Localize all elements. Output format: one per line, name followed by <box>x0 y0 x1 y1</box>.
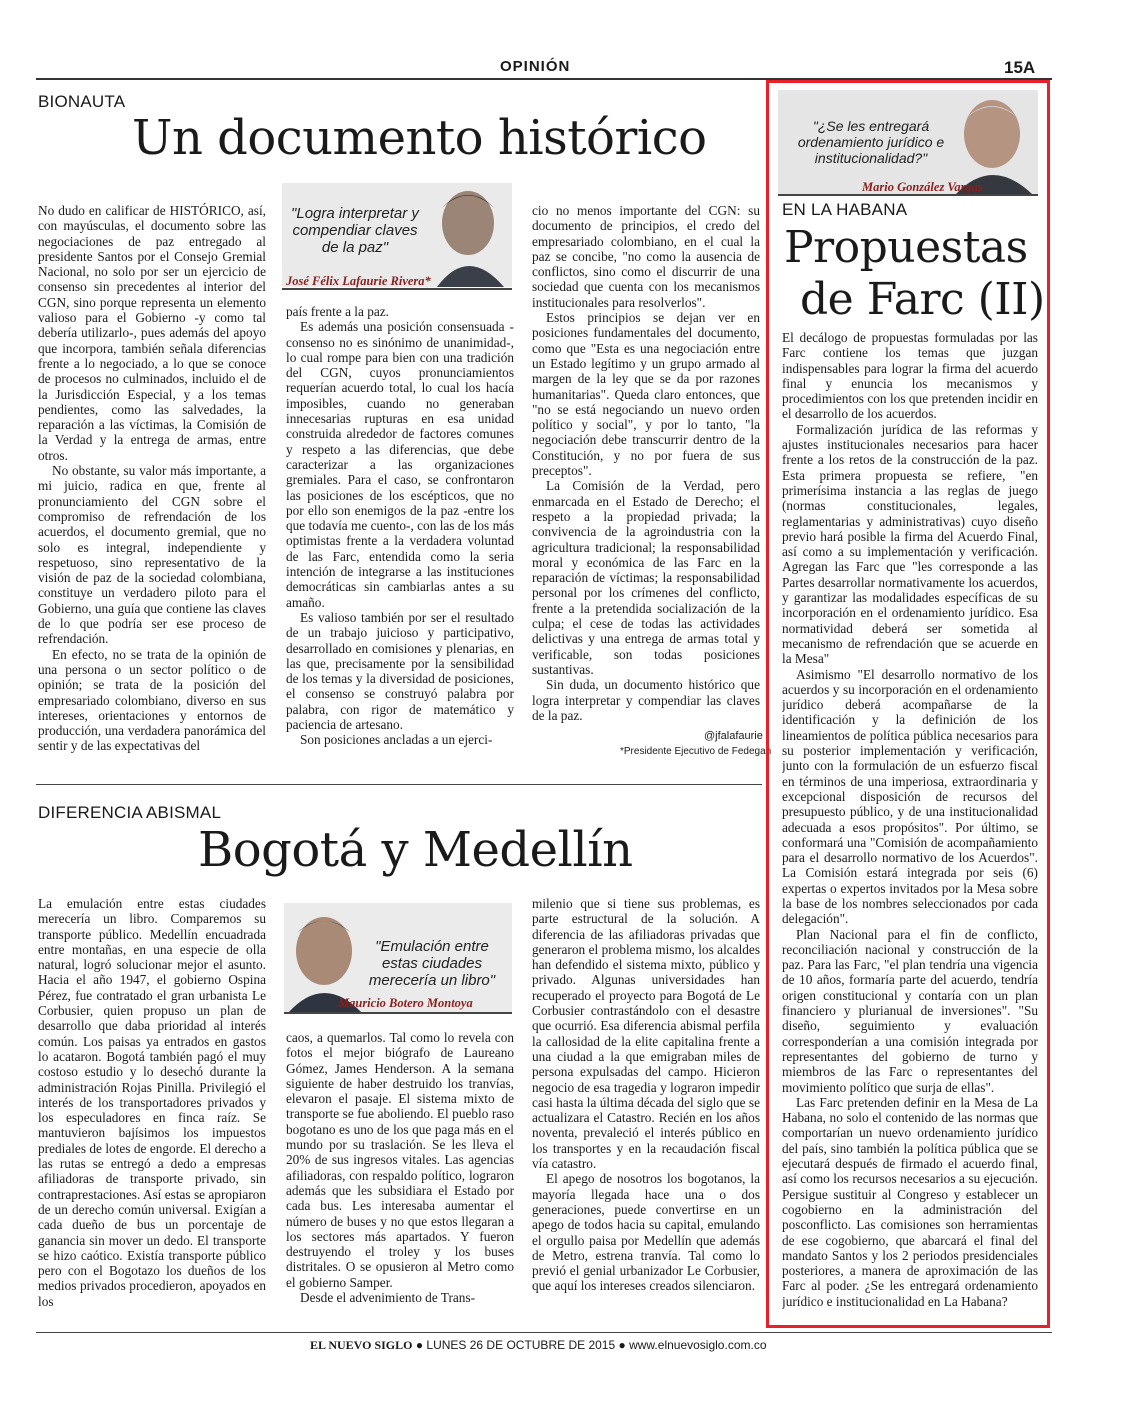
article1-paragraph: país frente a la paz. <box>286 304 389 319</box>
footer-newspaper: EL NUEVO SIGLO <box>310 1338 413 1352</box>
article1-paragraph: cio no menos importante del CGN: su documento de principios, el credo del empresariado colombiano, en el cual la paz se concibe, "no como la ausencia de conflictos, sino como el discurrir de una sociedad que cuenta con los mecanismos institucionales para resolverlos". <box>532 203 760 310</box>
article2-paragraph: La emulación entre estas ciudades merecería un libro. Comparemos su transporte público. Medellín encuadrada entre montañas, en una especie de olla natural, logró solucionar mejor el asunto. Hacia el año 1947, el gobierno Ospina Pérez, fue contratado el gran urbanista Le Corbusier, quien propuso un plan de desarrollo que daba prioridad al interés común. Los paisas ya entrados en gastos lo acataron. Bogotá también pagó el muy costoso estudio y lo desechó durante la administración Rojas Pinilla. Privilegió el interés de los transportadores privados y los especuladores en finca raíz. Se mantuvieron bajísimos los impuestos prediales de lotes de engorde. El derecho a las rutas se entregó a dedo a empresas afiliadoras de transporte privado, sin contraprestaciones. Así estas se apropiaron de un derecho común universal. Exigían a cada dueño de bus un porcentaje de ganancia sin mover un dedo. El transporte se hizo caótico. Existía transporte público pero con el Bogotazo los dueños de los medios privados procedieron, apoyados en los <box>38 896 266 1309</box>
author-footnote: *Presidente Ejecutivo de Fedegan <box>620 746 772 757</box>
footer-url[interactable]: www.elnuevosiglo.com.co <box>629 1338 767 1352</box>
article1-paragraph: Sin duda, un documento histórico que logra interpretar y compendiar las claves de la paz. <box>532 677 760 723</box>
article3-title-line2: de Farc (II) <box>800 274 1045 325</box>
article3-paragraph: Formalización jurídica de las reformas y ajustes institucionales necesarios para hacer frente a los retos de la construcción de la paz. Esta primera propuesta se refiere, "en primerísima instancia a las reglas de juego (normas constitucionales, legales, reglamentarias y administrativas) cuyo diseño previo hará posible la firma del Acuerdo Final, así como a su implementación y verificación. Agregan las Farc que "les corresponde a las Partes desarrollar normativamente los acuerdos, y garantizar las modalidades específicas de su incorporación en el ordenamiento jurídico. Esa normatividad deberá ser sometida al mecanismo de refrendación que se acuerde en la Mesa" <box>782 421 1038 667</box>
article1-kicker: BIONAUTA <box>38 92 126 111</box>
article3-paragraph: Las Farc pretenden definir en la Mesa de La Habana, no solo el contenido de las normas que comportarían un nuevo ordenamiento jurídico del país, sino también la política pública que se ejecutará después de firmado el acuerdo final, así como los recursos necesarios a su ejecución. Persigue sustituir al Congreso y establecer un cogobierno en la administración del posconflicto. Las comisiones son herramientas de ese cogobierno, que abarcará el final del mandato Santos y los 2 periodos presidenciales posteriores, a manera de aproximación de las Farc al poder. ¿Se les entregará ordenamiento jurídico e institucionalidad en La Habana? <box>782 1094 1038 1309</box>
article2-quote-rule <box>284 1012 512 1014</box>
article2-title: Bogotá y Medellín <box>198 822 633 878</box>
article1-author: José Félix Lafaurie Rivera* <box>286 274 431 288</box>
article1-paragraph: Son posiciones ancladas a un ejerci- <box>300 732 493 748</box>
page-number: 15A <box>1004 58 1036 77</box>
article1-title: Un documento histórico <box>132 110 707 166</box>
article2-quote: "Emulación entre estas ciudades merecería un libro" <box>368 938 496 989</box>
article3-author: Mario González Vargas <box>862 180 983 194</box>
article3-paragraph: Asimismo "El desarrollo normativo de los acuerdos y su incorporación en el ordenamiento jurídico deberá acompañarse de la identificación y la definición de los lineamientos de política pública necesarios para su posterior implementación y verificación, junto con la formulación de un esfuerzo fiscal en términos de una imperiosa, extraordinaria y excepcional disposición de recursos del presupuesto público, y de una institucionalidad adecuada a esos propósitos". Por último, se conformará una "Comisión de acompañamiento para el desarrollo normativo de los Acuerdos". La Comisión estará integrada por seis (6) expertas o expertos invitados por la Mesa sobre la base de los nombres seleccionados por cada delegación". <box>782 666 1038 927</box>
article1-quote-rule <box>282 288 512 290</box>
article1-paragraph: En efecto, no se trata de la opinión de una persona o un sector político o de opinión; se trata de la posición del empresariado colombiano, diverso en sus intereses, orientaciones y entornos de producción, una verdadera panorámica del sentir y de las expectativas del <box>38 646 266 754</box>
article3-quote-rule <box>778 194 1038 196</box>
bullet-icon: ● <box>415 1338 424 1352</box>
article2-col2 <box>286 1030 514 1320</box>
article2-paragraph: milenio que si tiene sus problemas, es parte estructural de la solución. A diferencia de las afiliadoras privadas que generaron el problema mismo, los alcaldes han defendido el sistema mixto, público y privado. Algunas universidades han recuperado el proyecto para Bogotá de Le Corbusier contrastándolo con el desastre que ocurrió. Esa diferencia abismal perfila la callosidad de la elite capitalina frente a una ciudad a la que emigraban miles de persona expulsadas del campo. Hicieron negocio de esa tragedia y lograron impedir casi hasta la última década del siglo que se actualizara el Catastro. Recién en los años noventa, prevaleció el interés público en los transportes y en la recaudación fiscal vía catastro. <box>532 896 760 1172</box>
footer-rule <box>36 1332 1052 1333</box>
article2-col1 <box>38 896 266 1316</box>
article1-paragraph: Es valioso también por ser el resultado de un trabajo juicioso y participativo, desarrollado en comisiones y plenarias, en las que, precisamente por la sensibilidad de los temas y la diversidad de posiciones, el consenso se construyó palabra por palabra, con rigor de matemático y paciencia de artesano. <box>286 609 514 733</box>
bullet-icon: ● <box>618 1338 626 1352</box>
article1-paragraph: La Comisión de la Verdad, pero enmarcada en el Estado de Derecho; el respeto a la propiedad privada; la convivencia de la agroindustria con la agricultura tradicional; la responsabilidad moral y económica de las Farc en la reparación de víctimas; la responsabilidad personal por los crímenes del conflicto, frente a la pretendida socialización de la culpa; el cese de todas las actividades delictivas y una entrega de armas total y verificable, son todas posiciones sustantivas. <box>532 478 760 677</box>
article1-col3 <box>532 203 760 731</box>
article3-paragraph: El decálogo de propuestas formuladas por las Farc contiene los temas que juzgan indispensables para lograr la firma del acuerdo final y enuncia los mecanismos y procedimientos con los que pretenden incidir en el desarrollo de los acuerdos. <box>782 330 1038 422</box>
footer-date: LUNES 26 DE OCTUBRE DE 2015 <box>426 1338 616 1352</box>
article3-title-line1: Propuestas <box>784 222 1028 273</box>
section-label: OPINIÓN <box>500 58 571 75</box>
article1-paragraph: Estos principios se dejan ver en posiciones fundamentales del documento, como que "Esta es una negociación entre un Estado legítimo y un grupo armado al margen de la ley que se da por razones humanitarias". Queda claro entonces, que "no se está negociando un nuevo orden político y social", y por lo tanto, "la negociación debe transcurrir dentro de la Constitución, y no por fuera de sus preceptos". <box>532 310 760 479</box>
article3-quote: "¿Se les entregará ordenamiento jurídico e institucionalidad?" <box>797 118 945 166</box>
article2-col3 <box>532 896 760 1316</box>
author-handle: @jfalafaurie <box>704 730 763 742</box>
article3-body <box>782 330 1038 1320</box>
article1-paragraph: No dudo en calificar de HISTÓRICO, así, con mayúsculas, el documento sobre las negociaciones de paz entregado al presidente Santos por el Consejo Gremial Nacional, no solo por ser un ejercicio de consenso sin precedentes al interior del CGN, sino porque representa un elemento valioso para el Gobierno -y como tal debería utilizarlo-, pues además del apoyo que incorpora, también señala diferencias frente a lo negociado, a lo que se conoce de procesos no culminados, incluido el de la Jurisdicción Especial, y a los temas pendientes, como las salvedades, la reparación a las víctimas, la Comisión de la Verdad y la entrega de armas, entre otros. <box>38 203 266 463</box>
article1-paragraph: Es además una posición consensuada -consenso no es sinónimo de unanimidad-, lo cual rompe para bien con una tradición del CGN, cuyos pronunciamientos requerían acuerdo total, lo cual los hacía imposibles, cuando no generaban innecesarias rupturas en esa unidad construida alrededor de factores comunes y respeto a las diferencias, que debe caracterizar a las organizaciones gremiales. Para el caso, se confrontaron las posiciones de los escépticos, que no por ello son enemigos de la paz -entre los que todavía me cuento-, con las de los más optimistas frente a la verdadera voluntad de las Farc, entendida como la seria intención de integrarse a las instituciones democráticas sin cambiarlas antes a su amaño. <box>286 319 514 610</box>
article1-col2 <box>286 304 514 780</box>
footer <box>310 1338 767 1353</box>
article1-paragraph: No obstante, su valor más importante, a mi juicio, radica en que, frente al pronunciamiento del CGN sobre el compromiso de refrendación de los acuerdos, el documento gremial, que no solo es integral, independiente y respetuoso, sino representativo de la visión de paz de la sociedad colombiana, constituye un verdadero piloto para el Gobierno, una guía que contiene las claves de lo que podría ser ese proceso de refrendación. <box>38 463 266 647</box>
article2-paragraph: El apego de nosotros los bogotanos, la mayoría llegada hace una o dos generaciones, puede convertirse en un apego de todos hacia su capital, emulando el orgullo paisa por Medellín que además de Metro, estrena tranvía. Tal como lo previó el genial urbanizador Le Corbusier, que aquí los intereses creados silenciaron. <box>532 1171 760 1294</box>
article3-kicker: EN LA HABANA <box>782 200 908 219</box>
article1-col1 <box>38 203 266 763</box>
article2-paragraph: caos, a quemarlos. Tal como lo revela con fotos el mejor biógrafo de Laureano Gómez, James Henderson. A la semana siguiente de haber destruido los tranvías, elevaron el pasaje. El sistema mixto de transporte se fue aboliendo. El pueblo raso bogotano es uno de los que paga más en el mundo por su traslación. Se les lleva el 20% de sus ingresos vitales. Las agencias afiliadoras, con respaldo político, lograron además que les subsidiara el Estado por cada bus. Les interesaba aumentar el número de buses y no que estos llegaran a los sectores más apartados. Y fueron destruyendo el troley y los buses distritales. O se opusieron al Metro como el gobierno Samper. <box>286 1030 514 1290</box>
article2-paragraph: Desde el advenimiento de Trans- <box>300 1290 476 1306</box>
article2-kicker: DIFERENCIA ABISMAL <box>38 803 222 822</box>
article2-author: Mauricio Botero Montoya <box>338 996 473 1010</box>
article1-quote: "Logra interpretar y compendiar claves de la paz" <box>291 205 419 256</box>
article-divider <box>36 784 762 785</box>
article3-paragraph: Plan Nacional para el fin de conflicto, reconciliación nacional y construcción de la paz. Para las Farc, "el plan tendría una vigencia de 10 años, formaría parte del acuerdo, tendría origen constitucional y contaría con un plan financiero y plurianual de inversiones". "Su diseño, seguimiento y evaluación corresponderían a una comisión integrada por representantes del gobierno de turno y miembros de las Farc o representantes del movimiento político que surja de ellas". <box>782 926 1038 1095</box>
